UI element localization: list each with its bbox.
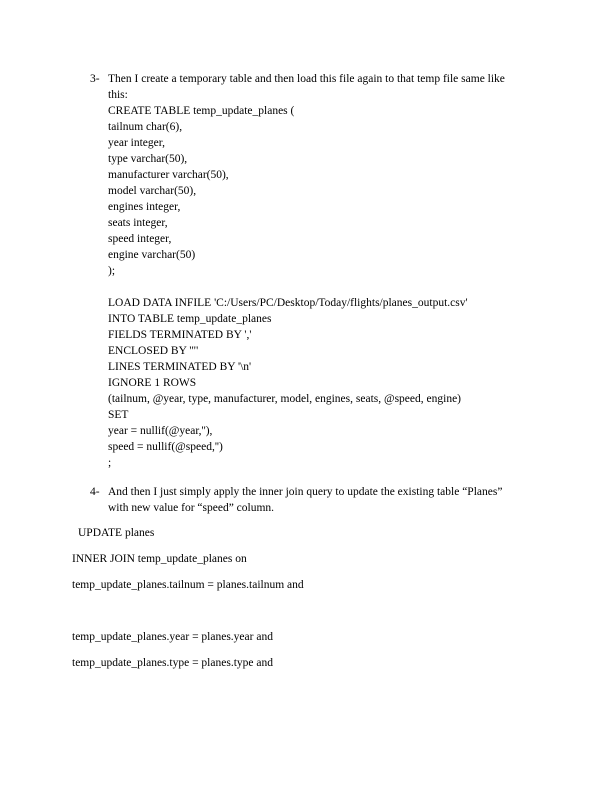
code-line: SET	[108, 409, 129, 421]
code-line: LINES TERMINATED BY '\n'	[108, 361, 252, 373]
code-line: manufacturer varchar(50),	[108, 169, 229, 181]
code-line: year integer,	[108, 137, 166, 149]
code-line: type varchar(50),	[108, 153, 188, 165]
join-condition-year: temp_update_planes.year = planes.year and	[72, 631, 273, 643]
code-line: seats integer,	[108, 217, 168, 229]
list-item-body	[108, 71, 528, 471]
code-line: INTO TABLE temp_update_planes	[108, 313, 272, 325]
code-line: year = nullif(@year,''),	[108, 425, 213, 437]
code-line: LOAD DATA INFILE 'C:/Users/PC/Desktop/Today/flights/planes_output.csv'	[108, 297, 468, 309]
code-line: ENCLOSED BY '"'	[108, 345, 199, 357]
blank-line	[108, 279, 528, 295]
list-number: 3-	[90, 73, 100, 85]
paragraph-line: with new value for “speed” column.	[108, 502, 275, 514]
list-number: 4-	[90, 486, 100, 498]
code-line: (tailnum, @year, type, manufacturer, model, engines, seats, @speed, engine)	[108, 393, 462, 405]
code-line: model varchar(50),	[108, 185, 197, 197]
list-item-body	[108, 484, 528, 516]
paragraph-line: And then I just simply apply the inner join query to update the existing table “Planes”	[108, 486, 503, 498]
create-table-statement	[108, 103, 528, 279]
code-line: speed = nullif(@speed,'')	[108, 441, 223, 453]
code-line: engines integer,	[108, 201, 181, 213]
code-line: CREATE TABLE temp_update_planes (	[108, 105, 295, 117]
code-line: speed integer,	[108, 233, 172, 245]
code-line: FIELDS TERMINATED BY ','	[108, 329, 252, 341]
load-data-statement	[108, 295, 528, 471]
update-line: UPDATE planes	[78, 527, 155, 539]
join-condition-tailnum: temp_update_planes.tailnum = planes.tailnum and	[72, 579, 304, 591]
paragraph-line: this:	[108, 89, 128, 101]
join-condition-type: temp_update_planes.type = planes.type and	[72, 657, 273, 669]
code-line: IGNORE 1 ROWS	[108, 377, 197, 389]
code-line: tailnum char(6),	[108, 121, 183, 133]
code-line: engine varchar(50)	[108, 249, 196, 261]
inner-join-line: INNER JOIN temp_update_planes on	[72, 553, 247, 565]
code-line: );	[108, 265, 116, 277]
code-line: ;	[108, 457, 112, 469]
paragraph-line: Then I create a temporary table and then load this file again to that temp file same like	[108, 73, 505, 85]
